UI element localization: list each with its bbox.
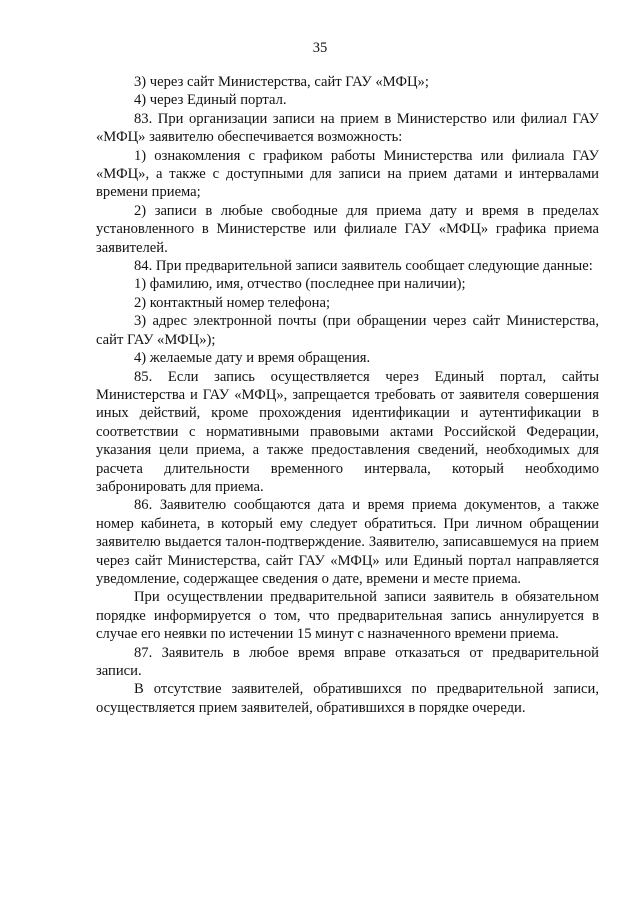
- paragraph-84-item-3: 3) адрес электронной почты (при обращении через сайт Министерства, сайт ГАУ «МФЦ»);: [96, 313, 599, 348]
- document-body: [96, 73, 599, 717]
- page-number: 35: [312, 40, 328, 56]
- paragraph-item-4: 4) через Единый портал.: [134, 92, 287, 109]
- paragraph-84-item-2: 2) контактный номер телефона;: [134, 294, 331, 311]
- paragraph-item-3: 3) через сайт Министерства, сайт ГАУ «МФЦ»;: [134, 74, 429, 90]
- paragraph-83-item-2: 2) записи в любые свободные для приема дату и время в пределах установленного в Министерстве или филиале ГАУ «МФЦ» графика приема заявителей.: [96, 202, 599, 256]
- paragraph-86-note: При осуществлении предварительной записи заявитель в обязательном порядке информируется о том, что предварительная запись аннулируется в случае его неявки по истечении 15 минут с назначенного времени приема.: [96, 589, 599, 643]
- paragraph-87-note: В отсутствие заявителей, обратившихся по предварительной записи, осуществляется прием заявителей, обратившихся в порядке очереди.: [96, 681, 599, 716]
- paragraph-85: 85. Если запись осуществляется через Единый портал, сайты Министерства и ГАУ «МФЦ», запрещается требовать от заявителя совершения иных действий, кроме прохождения идентификации и аутентификации в соответствии с нормативными правовыми актами Российской Федерации, указания цели приема, а также предоставления сведений, необходимых для расчета длительности временного интервала, который необходимо забронировать для приема.: [96, 368, 599, 495]
- paragraph-83: 83. При организации записи на прием в Министерство или филиал ГАУ «МФЦ» заявителю обеспечивается возможность:: [96, 110, 599, 146]
- paragraph-87: 87. Заявитель в любое время вправе отказаться от предварительной записи.: [96, 644, 599, 679]
- paragraph-83-item-1: 1) ознакомления с графиком работы Министерства или филиала ГАУ «МФЦ», а также с доступными для записи на прием датами и интервалами времени приема;: [96, 147, 599, 201]
- paragraph-84: 84. При предварительной записи заявитель сообщает следующие данные:: [134, 258, 593, 275]
- paragraph-84-item-1: 1) фамилию, имя, отчество (последнее при наличии);: [134, 276, 466, 293]
- paragraph-84-item-4: 4) желаемые дату и время обращения.: [134, 350, 371, 367]
- paragraph-86: 86. Заявителю сообщаются дата и время приема документов, а также номер кабинета, в который ему следует обратиться. При личном обращении заявителю выдается талон-подтверждение. Заявителю, записавшемуся на прием через сайт Министерства, сайт ГАУ «МФЦ» или Единый портал направляется уведомление, содержащее сведения о дате, времени и месте приема.: [96, 497, 599, 587]
